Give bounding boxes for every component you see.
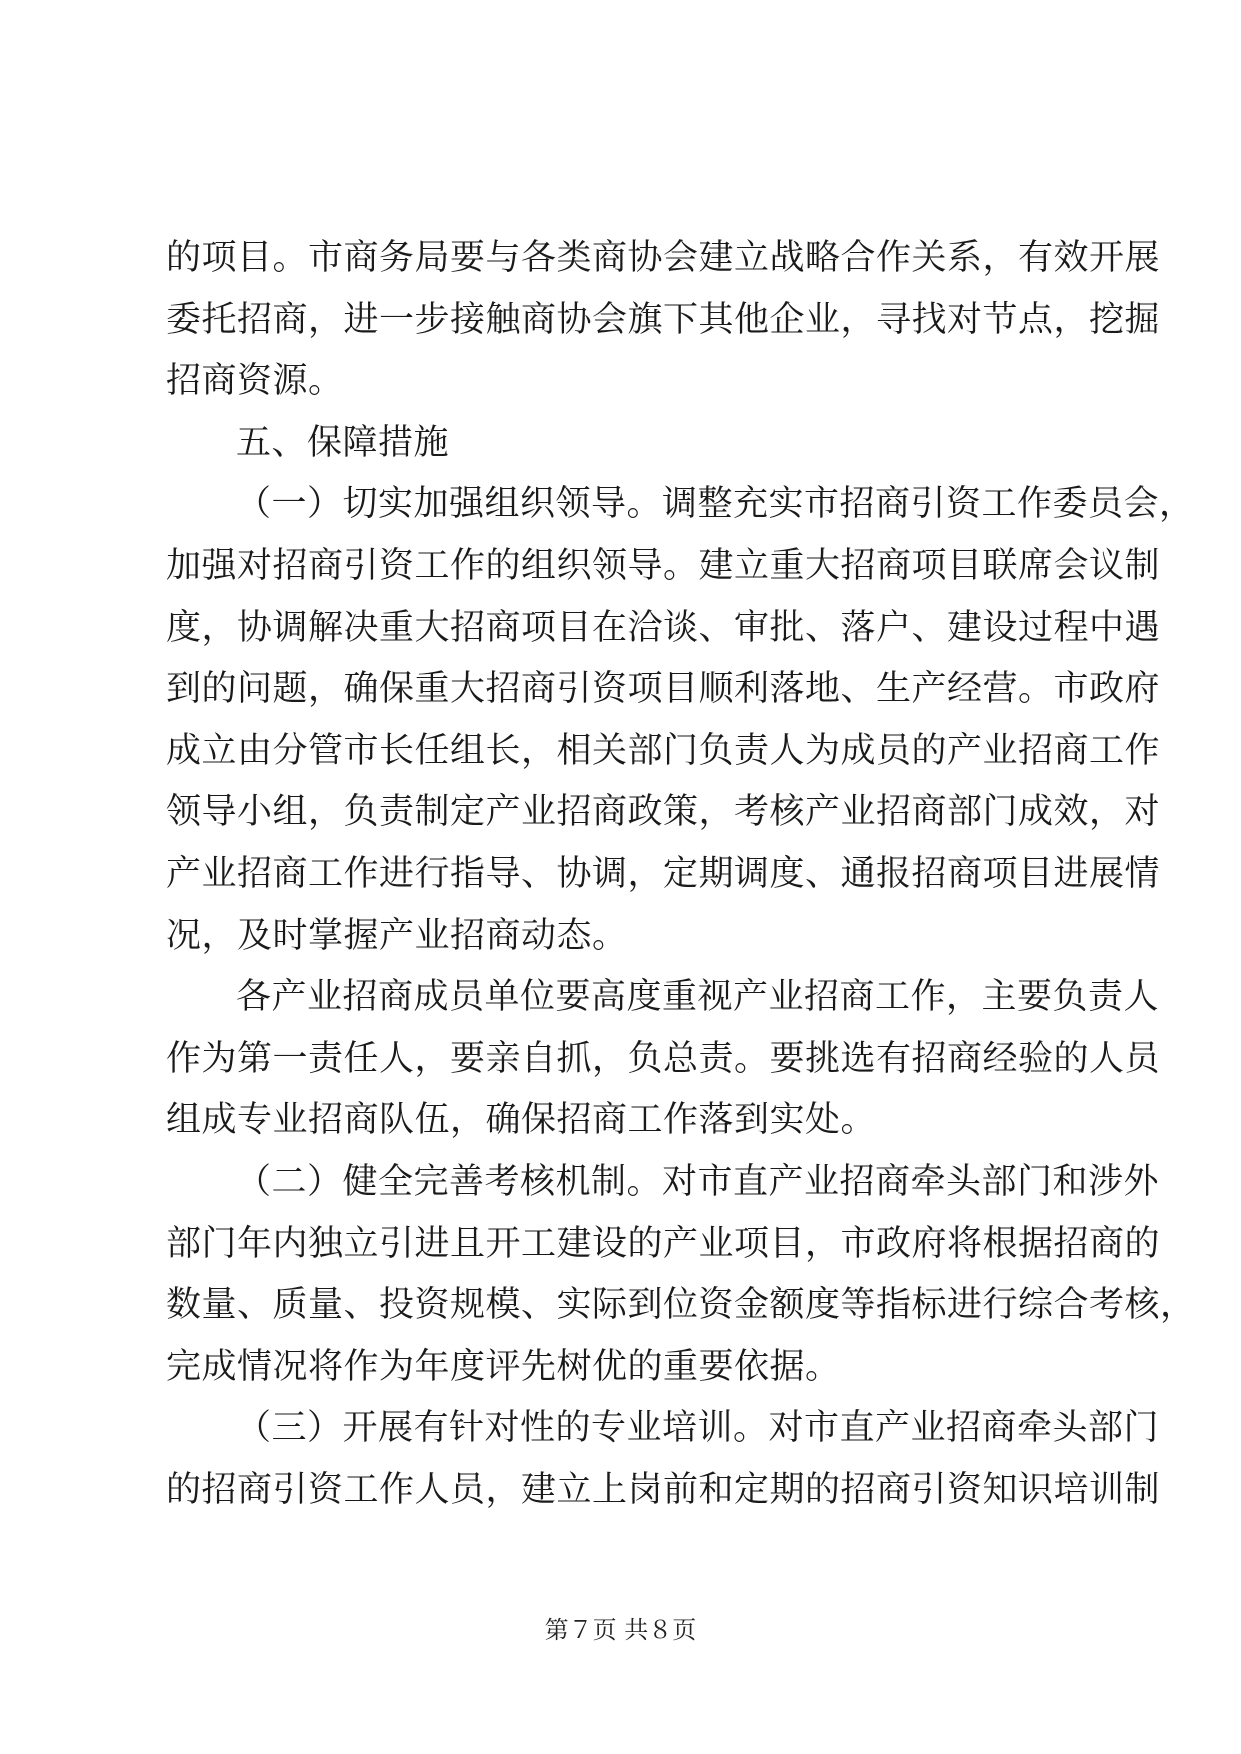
text-line: 领导小组，负责制定产业招商政策，考核产业招商部门成效，对 bbox=[166, 792, 1161, 833]
text-line: 招商资源。 bbox=[166, 361, 344, 402]
text-line: 加强对招商引资工作的组织领导。建立重大招商项目联席会议制 bbox=[166, 545, 1161, 586]
text-line: 各产业招商成员单位要高度重视产业招商工作，主要负责人 bbox=[236, 977, 1160, 1018]
text-line: 完成情况将作为年度评先树优的重要依据。 bbox=[166, 1346, 841, 1387]
text-line: 组成专业招商队伍，确保招商工作落到实处。 bbox=[166, 1100, 877, 1141]
text-line: 部门年内独立引进且开工建设的产业项目，市政府将根据招商的 bbox=[166, 1223, 1161, 1264]
text-line: 产业招商工作进行指导、协调，定期调度、通报招商项目进展情 bbox=[166, 853, 1161, 894]
text-line: 委托招商，进一步接触商协会旗下其他企业，寻找对节点，挖掘 bbox=[166, 299, 1161, 340]
text-line: 到的问题，确保重大招商引资项目顺利落地、生产经营。市政府 bbox=[166, 669, 1161, 710]
document-body bbox=[166, 228, 1196, 1521]
text-line: （二）健全完善考核机制。对市直产业招商牵头部门和涉外 bbox=[236, 1161, 1160, 1202]
text-line: 作为第一责任人，要亲自抓，负总责。要挑选有招商经验的人员 bbox=[166, 1038, 1161, 1079]
text-line: 的项目。市商务局要与各类商协会建立战略合作关系，有效开展 bbox=[166, 238, 1161, 278]
text-line: 数量、质量、投资规模、实际到位资金额度等指标进行综合考核， bbox=[166, 1285, 1196, 1326]
text-line: 况，及时掌握产业招商动态。 bbox=[166, 915, 628, 956]
page-footer: 第７页 共８页 bbox=[544, 1616, 697, 1644]
text-line: 五、保障措施 bbox=[236, 422, 450, 463]
text-line: （三）开展有针对性的专业培训。对市直产业招商牵头部门 bbox=[236, 1408, 1160, 1449]
text-line: （一）切实加强组织领导。调整充实市招商引资工作委员会， bbox=[236, 484, 1195, 525]
text-line: 的招商引资工作人员，建立上岗前和定期的招商引资知识培训制 bbox=[166, 1469, 1161, 1510]
text-line: 成立由分管市长任组长，相关部门负责人为成员的产业招商工作 bbox=[166, 730, 1161, 771]
text-line: 度，协调解决重大招商项目在洽谈、审批、落户、建设过程中遇 bbox=[166, 607, 1161, 648]
